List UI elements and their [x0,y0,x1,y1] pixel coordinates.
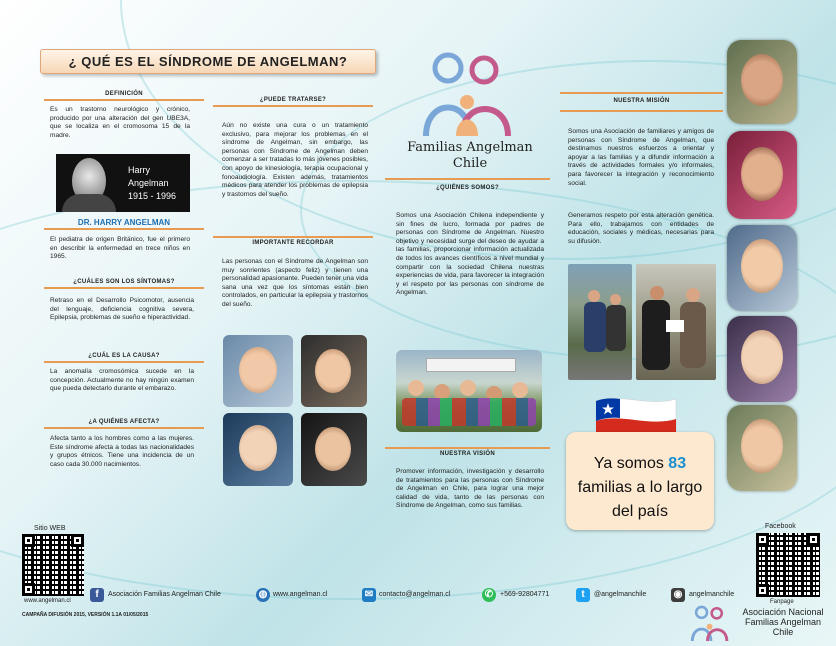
callout-post: familias a lo largo del país [577,479,703,520]
causa-heading: ¿CUÁL ES LA CAUSA? [88,353,160,359]
child-face [315,427,351,471]
section-divider [44,99,204,101]
callout-pre: Ya somos [593,455,669,472]
callout-number: 83 [668,455,687,472]
facebook-text[interactable]: Asociación Familias Angelman Chile [108,591,221,598]
child-face [741,54,783,106]
person-body [606,305,626,351]
sitio-web-label: Sitio WEB [34,525,66,532]
twitter-icon[interactable]: t [576,588,590,602]
sitio-web-url[interactable]: www.angelman.cl [24,598,71,604]
logo-body-child [456,120,478,137]
group-person [460,380,476,396]
logo-text-line1: Familias Angelman [407,140,533,155]
whatsapp-icon[interactable]: ✆ [482,588,496,602]
familias-logo [418,48,518,143]
sintomas-heading: ¿CUÁLES SON LOS SÍNTOMAS? [73,279,175,285]
section-divider [213,236,373,238]
definicion-heading: DEFINICIÓN [105,91,143,97]
mision-text-2: Generamos respeto por esta alteración genética. Para ello, trabajamos con entidades de educación, sociales y médicas, necesarias para su difusión. [568,212,714,245]
qr-finder [71,534,84,547]
instagram-icon[interactable]: ◉ [671,588,685,602]
person-face [610,294,621,305]
child-face [741,330,783,384]
qr-finder [756,533,769,546]
side-photo-3 [727,225,797,311]
side-photo-5 [727,405,797,491]
child-photo-4 [301,413,367,486]
association-logo [688,604,732,644]
person-face [588,290,600,302]
section-divider [44,228,204,230]
email-icon[interactable]: ✉ [362,588,376,602]
email-text[interactable]: contacto@angelman.cl [379,591,451,598]
section-divider [44,361,204,363]
section-divider [44,287,204,289]
group-person [408,380,424,396]
person-body [642,300,670,370]
side-photo-1 [727,40,797,124]
families-callout [566,432,714,530]
dr-text: El pediatra de origen Británico, fue el primero en describir la enfermedad en trece niños en 1965. [50,236,190,261]
logo-head-child [460,95,474,109]
recordar-heading: IMPORTANTE RECORDAR [252,240,334,246]
logo-text-line2: Chile [452,156,488,171]
group-banner [426,358,516,372]
child-photo-3 [223,413,293,486]
section-divider [560,110,723,112]
paper [666,320,684,332]
mision-text-1: Somos una Asociación de familiares y amigos de personas con Síndrome de Angelman, que destinamos nuestros esfuerzos a orientar y apoyar a las familias y a difundir información a través de actividades formales y/o informales, para favorecer la integración y reconocimiento social. [568,128,714,187]
tratar-text: Aún no existe una cura o un tratamiento exclusivo, para mejorar los problemas en el síndrome de Angelman, sin embargo, las personas con Síndrome de Angelman deben comenzar a ser tratadas lo más jóvenes posibles, con apoyo de kinesiología, terapia ocupacional y fonoaudiología. Existen además, tratamientos médicos para atender los problemas de epilepsia y trastornos del sueño. [222,122,368,198]
association-name [732,607,834,637]
child-face [741,147,783,201]
logo-head-right [472,58,496,82]
qr-finder [756,584,769,597]
causa-text: La anomalía cromosómica sucede en la concepción. Actualmente no hay ningún examen que pueda detectarlo durante el embarazo. [50,368,194,393]
section-divider [385,447,550,449]
assoc-line-3: Chile [772,627,794,637]
section-divider [385,178,550,180]
vision-text: Promover información, investigación y desarrollo de tratamientos para las personas con Síndrome de Angelman en Chile, para lograr una mejor calidad de vida, tanto de las personas con Síndrome de Angelman, como sus familias. [396,468,544,510]
child-face [315,349,351,393]
sintomas-text: Retraso en el Desarrollo Psicomotor, ausencia del lenguaje, deficiencia cognitiva severa, Epilepsia, problemas de sueño e hiperactividad. [50,297,194,322]
recordar-text: Las personas con el Síndrome de Angelman son muy sonrientes (aspecto feliz) y tienen una personalidad apasionante. Pueden tener una vida sana una vez que los síntomas están bien controlados, en particular la epilepsia y trastornos del sueño. [222,258,368,308]
globe-icon[interactable]: ◍ [256,588,270,602]
child-face [741,239,783,293]
person-face [686,288,700,302]
portrait-years: 1915 - 1996 [128,191,177,201]
street-photo-2 [636,264,716,380]
tratar-heading: ¿PUEDE TRATARSE? [259,97,327,103]
phone-text[interactable]: +569-92804771 [500,591,550,598]
child-photo-1 [223,335,293,407]
afecta-heading: ¿A QUIÉNES AFECTA? [88,419,160,425]
page-title-banner: ¿ QUÉ ES EL SÍNDROME DE ANGELMAN? [40,49,376,74]
person-body [680,302,706,368]
afecta-text: Afecta tanto a los hombres como a las mujeres. Este síndrome afecta a todas las nacionalidades y grupos étnicos. Tiene una incidencia de un caso cada 30.000 nacimientos. [50,435,194,468]
instagram-text[interactable]: angelmanchile [689,591,735,598]
side-photo-2 [727,131,797,219]
somos-heading: ¿QUIÉNES SOMOS? [436,185,499,191]
child-face [741,419,783,473]
definicion-text: Es un trastorno neurológico y crónico, producido por una alteración del gen UBE3A, que se localiza en el cromosoma 15 de la madre. [50,106,190,139]
qr-finder [22,534,35,547]
person-face [650,286,664,300]
website-qr-code[interactable] [22,534,84,596]
campaign-text: CAMPAÑA DIFUSIÓN 2015, VERSIÓN 1.1A 01/05/2015 [22,612,149,618]
street-photo-1 [568,264,632,380]
child-photo-2 [301,335,367,407]
assoc-line-2: Familias Angelman [744,617,822,627]
side-photo-4 [727,316,797,402]
qr-finder [807,533,820,546]
assoc-line-1: Asociación Nacional [742,607,824,617]
mision-heading: NUESTRA MISIÓN [613,98,670,104]
facebook-label: Facebook [765,523,796,530]
section-divider [44,427,204,429]
twitter-text[interactable]: @angelmanchile [594,591,647,598]
dr-heading: DR. HARRY ANGELMAN [77,218,171,227]
facebook-icon[interactable]: f [90,588,104,602]
person-body [584,302,606,352]
fanpage-label: Fanpage [770,599,794,605]
group-bodies [402,398,536,426]
vision-heading: NUESTRA VISIÓN [440,451,495,457]
portrait-shoulders [62,194,116,212]
logo-head-left [435,55,461,81]
website-text[interactable]: www.angelman.cl [273,591,328,598]
portrait-harry-angelman [56,154,190,212]
qr-finder [22,583,35,596]
group-person [512,382,528,398]
facebook-qr-code[interactable] [756,533,820,597]
section-divider [213,105,373,107]
somos-text: Somos una Asociación Chilena independiente y sin fines de lucro, formada por padres de personas con Síndrome de Angelman. Nuestro objetivo y necesidad surge del deseo de ayudar a las familias, proporcionar información actualizada de todos los avances científicos a nivel mundial y compartir con la sociedad Chilena nuestras experiencias de vida, para favorecer la integración y el respeto por las personas con síndrome de Angelman. [396,212,544,297]
group-photo [396,350,542,432]
portrait-name: Harry Angelman [128,165,169,188]
section-divider [560,92,723,94]
child-face [239,425,277,471]
child-face [239,347,277,393]
